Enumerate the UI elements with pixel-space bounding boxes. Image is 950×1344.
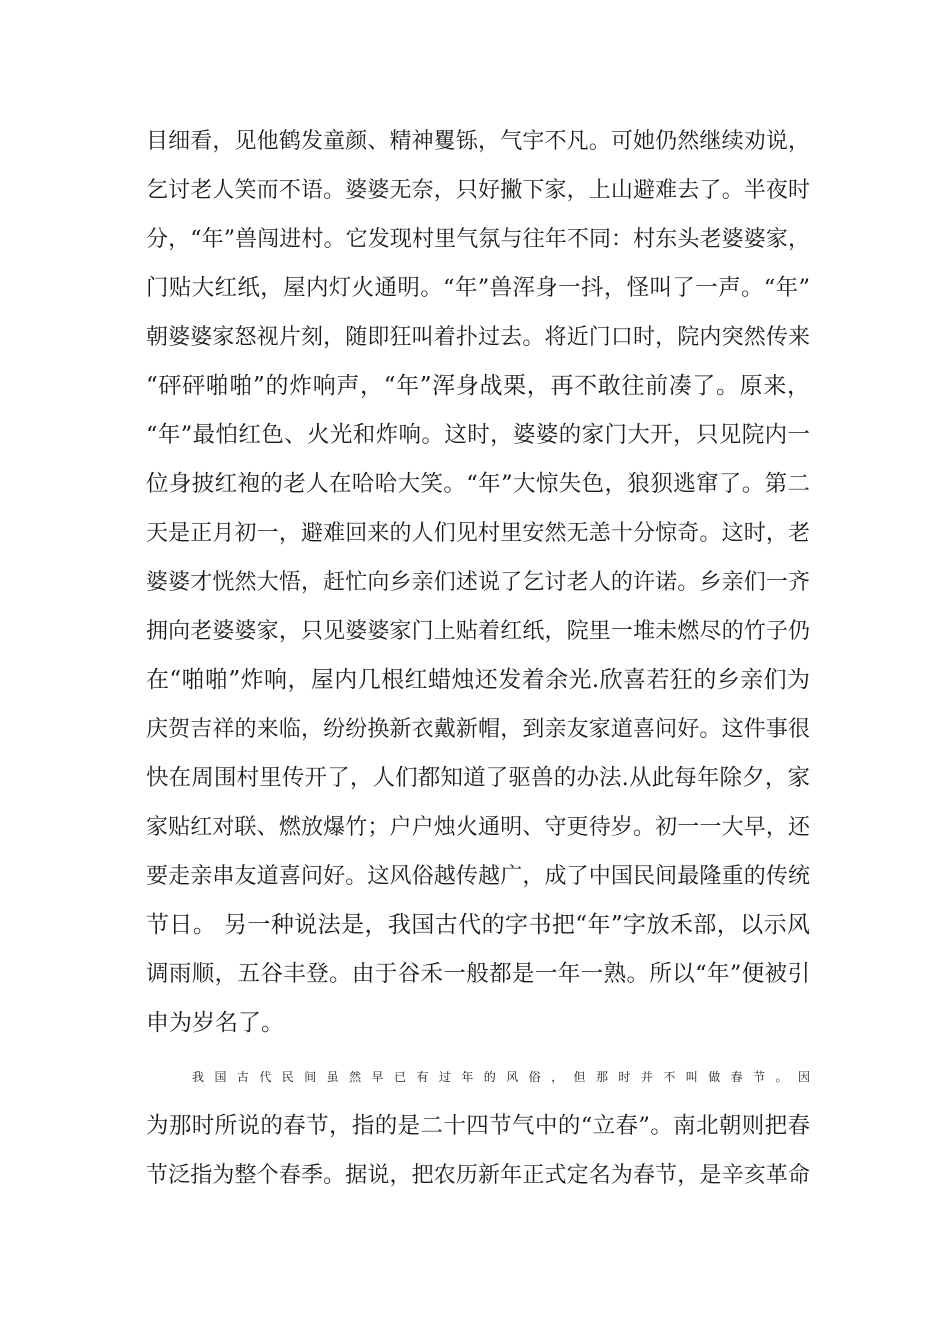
text-line: 拥向老婆婆家，只见婆婆家门上贴着红纸，院里一堆未燃尽的竹子仍 xyxy=(146,619,810,644)
paragraph-1 xyxy=(146,117,810,1048)
paragraph-2 xyxy=(146,1053,810,1200)
text-line: 目细看，见他鹤发童颜、精神矍铄，气宇不凡。可她仍然继续劝说， xyxy=(146,129,810,154)
text-line: 婆婆才恍然大悟，赶忙向乡亲们述说了乞讨老人的许诺。乡亲们一齐 xyxy=(146,570,810,595)
text-line: 朝婆婆家怒视片刻，随即狂叫着扑过去。将近门口时，院内突然传来 xyxy=(146,325,810,350)
text-line: “年”最怕红色、火光和炸响。这时，婆婆的家门大开，只见院内一 xyxy=(146,422,810,448)
text-line: 位身披红袍的老人在哈哈大笑。“年”大惊失色，狼狈逃窜了。第二 xyxy=(146,471,810,497)
text-line: 在“啪啪”炸响，屋内几根红蜡烛还发着余光.欣喜若狂的乡亲们为 xyxy=(146,667,810,693)
text-line: 申为岁名了。 xyxy=(146,1010,284,1036)
text-line: 天是正月初一，避难回来的人们见村里安然无恙十分惊奇。这时，老 xyxy=(146,521,810,546)
text-line: “砰砰啪啪”的炸响声，“年”浑身战栗，再不敢往前凑了。原来， xyxy=(146,373,810,399)
text-line: 为那时所说的春节，指的是二十四节气中的“立春”。南北朝则把春 xyxy=(146,1113,810,1139)
text-line: 要走亲串友道喜问好。这风俗越传越广，成了中国民间最隆重的传统 xyxy=(146,864,810,889)
text-line: 快在周围村里传开了，人们都知道了驱兽的办法.从此每年除夕，家 xyxy=(146,765,810,791)
text-line: 调雨顺，五谷丰登。由于谷禾一般都是一年一熟。所以“年”便被引 xyxy=(146,961,810,987)
text-line: 分，“年”兽闯进村。它发现村里气氛与往年不同：村东头老婆婆家， xyxy=(146,227,810,252)
text-line: 节泛指为整个春季。据说，把农历新年正式定名为春节，是辛亥革命 xyxy=(146,1163,810,1188)
body-text xyxy=(146,117,810,1200)
text-line: 家贴红对联、燃放爆竹；户户烛火通明、守更待岁。初一一大早，还 xyxy=(146,815,810,840)
text-line: 节日。 另一种说法是，我国古代的字书把“年”字放禾部，以示风 xyxy=(146,912,810,938)
text-line: 门贴大红纸，屋内灯火通明。“年”兽浑身一抖，怪叫了一声。“年” xyxy=(146,275,810,301)
text-line: 乞讨老人笑而不语。婆婆无奈，只好撇下家，上山避难去了。半夜时 xyxy=(146,178,810,203)
text-line: 庆贺吉祥的来临，纷纷换新衣戴新帽，到亲友家道喜问好。这件事很 xyxy=(146,717,810,742)
text-line: 我国古代民间虽然早已有过年的风俗，但那时并不叫做春节。因 xyxy=(192,1070,810,1084)
